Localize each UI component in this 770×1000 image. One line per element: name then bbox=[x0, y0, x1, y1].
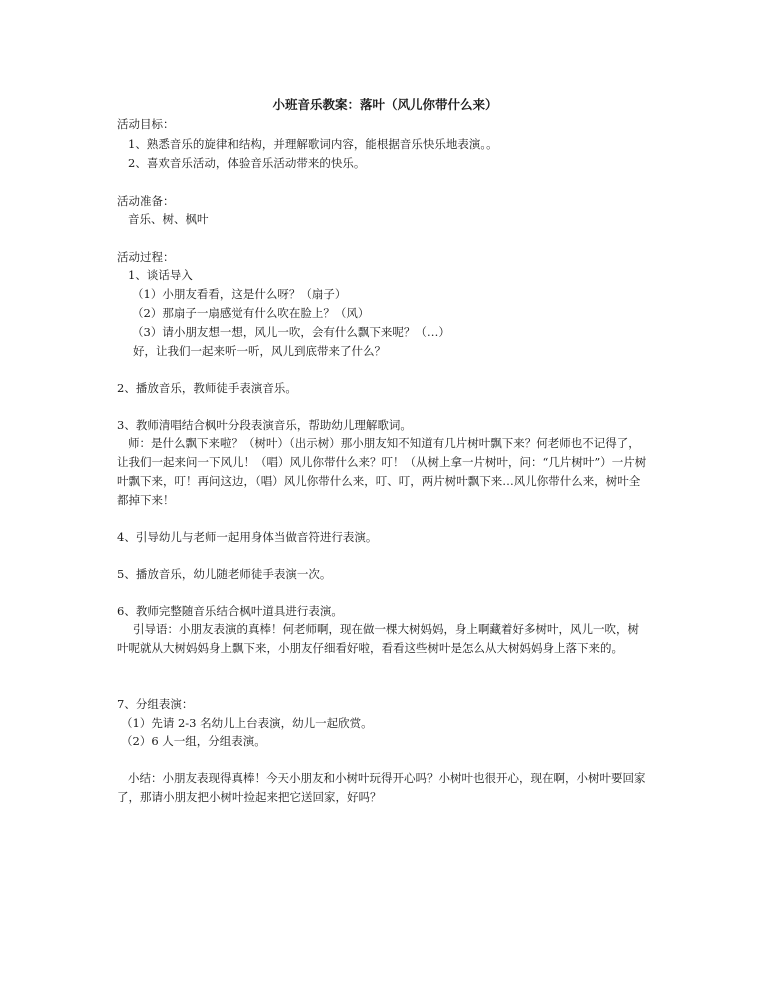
step1-closing: 好，让我们一起来听一听，风儿到底带来了什么？ bbox=[133, 344, 386, 358]
summary-paragraph: 小结：小朋友表现得真棒！今天小朋友和小树叶玩得开心吗？小树叶也很开心，现在啊，小树叶要回家了，那请小朋友把小树叶捡起来把它送回家，好吗？ bbox=[117, 771, 646, 804]
step6-paragraph: 引导语：小朋友表演的真棒！何老师啊，现在做一棵大树妈妈，身上啊藏着好多树叶，风儿一吹，树叶呢就从大树妈妈身上飘下来，小朋友仔细看好啦，看看这些树叶是怎么从大树妈妈身上落下来的。 bbox=[117, 622, 639, 655]
step7-title: 7、分组表演： bbox=[117, 697, 194, 711]
step2-text: 2、播放音乐，教师徒手表演音乐。 bbox=[117, 381, 297, 395]
step4-text: 4、引导幼儿与老师一起用身体当做音符进行表演。 bbox=[117, 530, 378, 544]
prep-heading: 活动准备： bbox=[117, 194, 175, 208]
goal-item-1: 1、熟悉音乐的旋律和结构，并理解歌词内容，能根据音乐快乐地表演。。 bbox=[128, 137, 498, 151]
step5-text: 5、播放音乐，幼儿随老师徒手表演一次。 bbox=[117, 567, 332, 581]
step1-question-3: （3）请小朋友想一想，风儿一吹，会有什么飘下来呢？（…） bbox=[132, 325, 450, 339]
goals-heading: 活动目标： bbox=[117, 117, 175, 131]
step3-paragraph: 师：是什么飘下来啦？（树叶）（出示树）那小朋友知不知道有几片树叶飘下来？何老师也不记得了，让我们一起来问一下风儿！（唱）风儿你带什么来？叮！（从树上拿一片树叶，问：“几片树叶”）一片树叶飘下来，叮！再问这边，（唱）风儿你带什么来，叮、叮，两片树叶飘下来…风儿你带什么来，树叶全都掉下来！ bbox=[117, 436, 647, 507]
step1-question-1: （1）小朋友看看，这是什么呀？（扇子） bbox=[132, 287, 347, 301]
step7-sub-1: （1）先请 2-3 名幼儿上台表演，幼儿一起欣赏。 bbox=[121, 716, 373, 730]
step3-title: 3、教师清唱结合枫叶分段表演音乐，帮助幼儿理解歌词。 bbox=[117, 418, 412, 432]
step1-question-2: （2）那扇子一扇感觉有什么吹在脸上？（风） bbox=[132, 306, 370, 320]
process-heading: 活动过程： bbox=[117, 250, 175, 264]
step1-title: 1、谈话导入 bbox=[128, 268, 193, 282]
step7-sub-2: （2）6 人一组，分组表演。 bbox=[121, 734, 266, 748]
goal-item-2: 2、喜欢音乐活动，体验音乐活动带来的快乐。 bbox=[128, 156, 366, 170]
page-title: 小班音乐教案：落叶（风儿你带什么来） bbox=[272, 97, 498, 112]
prep-content: 音乐、树、枫叶 bbox=[128, 212, 209, 226]
step6-title: 6、教师完整随音乐结合枫叶道具进行表演。 bbox=[117, 604, 343, 618]
